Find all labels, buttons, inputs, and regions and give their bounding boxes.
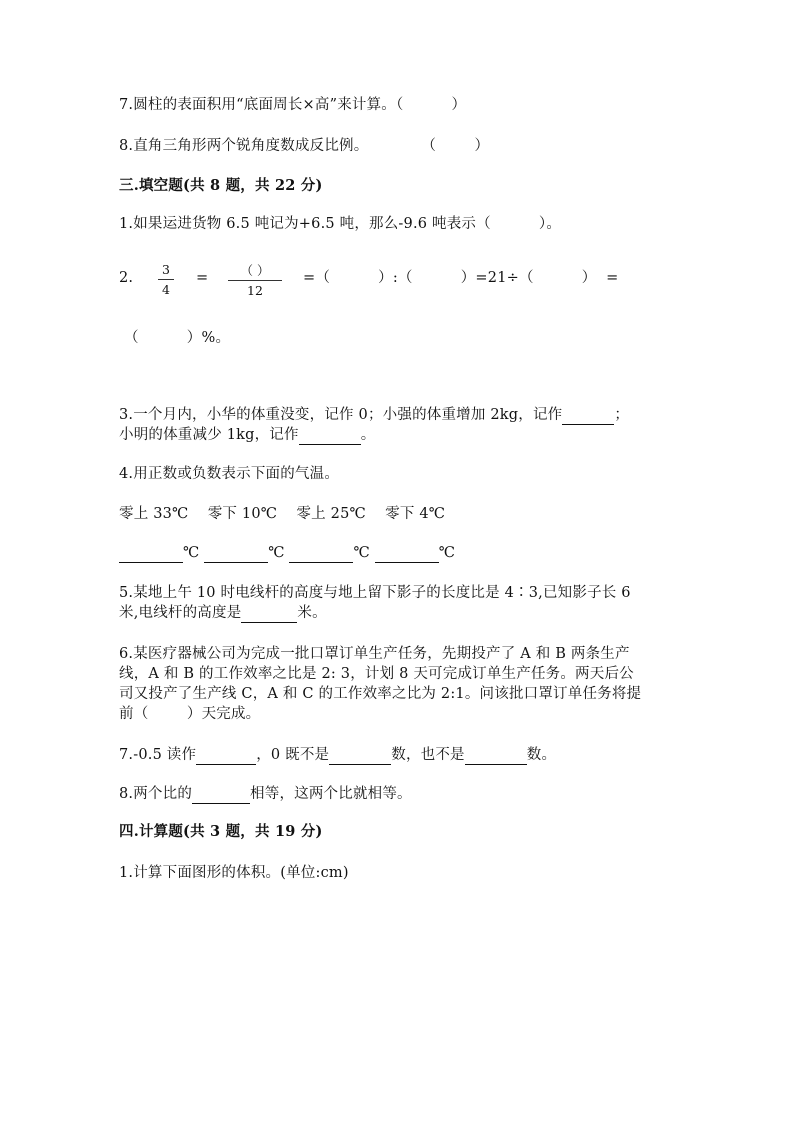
blank-denominator: 12 xyxy=(247,283,263,298)
fill-question-7: 7.-0.5 读作 ，0 既不是 数，也不是 数。 xyxy=(119,747,557,763)
fill-question-4: 4.用正数或负数表示下面的气温。 xyxy=(119,466,340,482)
answer-blank[interactable] xyxy=(329,750,391,765)
fraction-bar xyxy=(158,279,174,280)
temperature-list: 零上 33℃ 零下 10℃ 零上 25℃ 零下 4℃ xyxy=(119,506,446,522)
equals-sign: = xyxy=(196,270,209,286)
fill-question-6-line3: 司又投产了生产线 C，A 和 C 的工作效率之比为 2:1。问该批口罩订单任务将提 xyxy=(119,686,642,702)
fill-question-5-line2: 米,电线杆的高度是 米。 xyxy=(119,605,327,621)
fill-question-6-line4: 前（ ）天完成。 xyxy=(119,706,261,722)
fill-question-5-line1: 5.某地上午 10 时电线杆的高度与地上留下影子的长度比是 4∶3,已知影子长 6 xyxy=(119,585,631,601)
calc-question-1: 1.计算下面图形的体积。(单位:cm) xyxy=(119,865,349,881)
fill-question-8: 8.两个比的 相等，这两个比就相等。 xyxy=(119,786,412,802)
answer-blank[interactable] xyxy=(192,789,250,804)
fill-question-1: 1.如果运进货物 6.5 吨记为+6.5 吨，那么-9.6 吨表示（ ）。 xyxy=(119,216,562,232)
fraction-denominator: 4 xyxy=(162,282,170,297)
fill-question-3-line1: 3.一个月内，小华的体重没变，记作 0；小强的体重增加 2kg，记作 ； xyxy=(119,407,630,423)
answer-blank[interactable] xyxy=(465,750,527,765)
answer-blank[interactable] xyxy=(289,548,353,563)
answer-blank[interactable] xyxy=(204,548,268,563)
fill-question-2-line2: （ ）%。 xyxy=(124,330,231,346)
section-3-title: 三.填空题(共 8 题，共 22 分) xyxy=(119,177,323,194)
fraction-bar-2 xyxy=(228,280,282,281)
judge-question-7: 7.圆柱的表面积用“底面周长×高”来计算。（ ） xyxy=(119,97,467,113)
temperature-answers: ℃ ℃ ℃ ℃ xyxy=(119,543,455,563)
answer-blank[interactable] xyxy=(241,608,297,623)
answer-blank[interactable] xyxy=(119,548,183,563)
section-4-title: 四.计算题(共 3 题，共 19 分) xyxy=(119,823,323,840)
fill-question-3-line2: 小明的体重减少 1kg，记作 。 xyxy=(119,427,376,443)
answer-blank[interactable] xyxy=(196,750,256,765)
fill-question-6-line1: 6.某医疗器械公司为完成一批口罩订单生产任务，先期投产了 A 和 B 两条生产 xyxy=(119,646,630,662)
answer-blank[interactable] xyxy=(375,548,439,563)
answer-blank[interactable] xyxy=(562,410,614,425)
judge-question-8: 8.直角三角形两个锐角度数成反比例。 （ ） xyxy=(119,138,490,154)
fill-question-6-line2: 线，A 和 B 的工作效率之比是 2: 3，计划 8 天可完成订单生产任务。两天后公 xyxy=(119,666,634,682)
blank-numerator: （ ） xyxy=(240,263,270,278)
fill-question-2-rest: =（ ）:（ ）=21÷（ ） = xyxy=(303,270,619,286)
fill-question-2-label: 2. xyxy=(119,270,134,286)
answer-blank[interactable] xyxy=(299,430,361,445)
fraction-numerator: 3 xyxy=(162,262,170,277)
